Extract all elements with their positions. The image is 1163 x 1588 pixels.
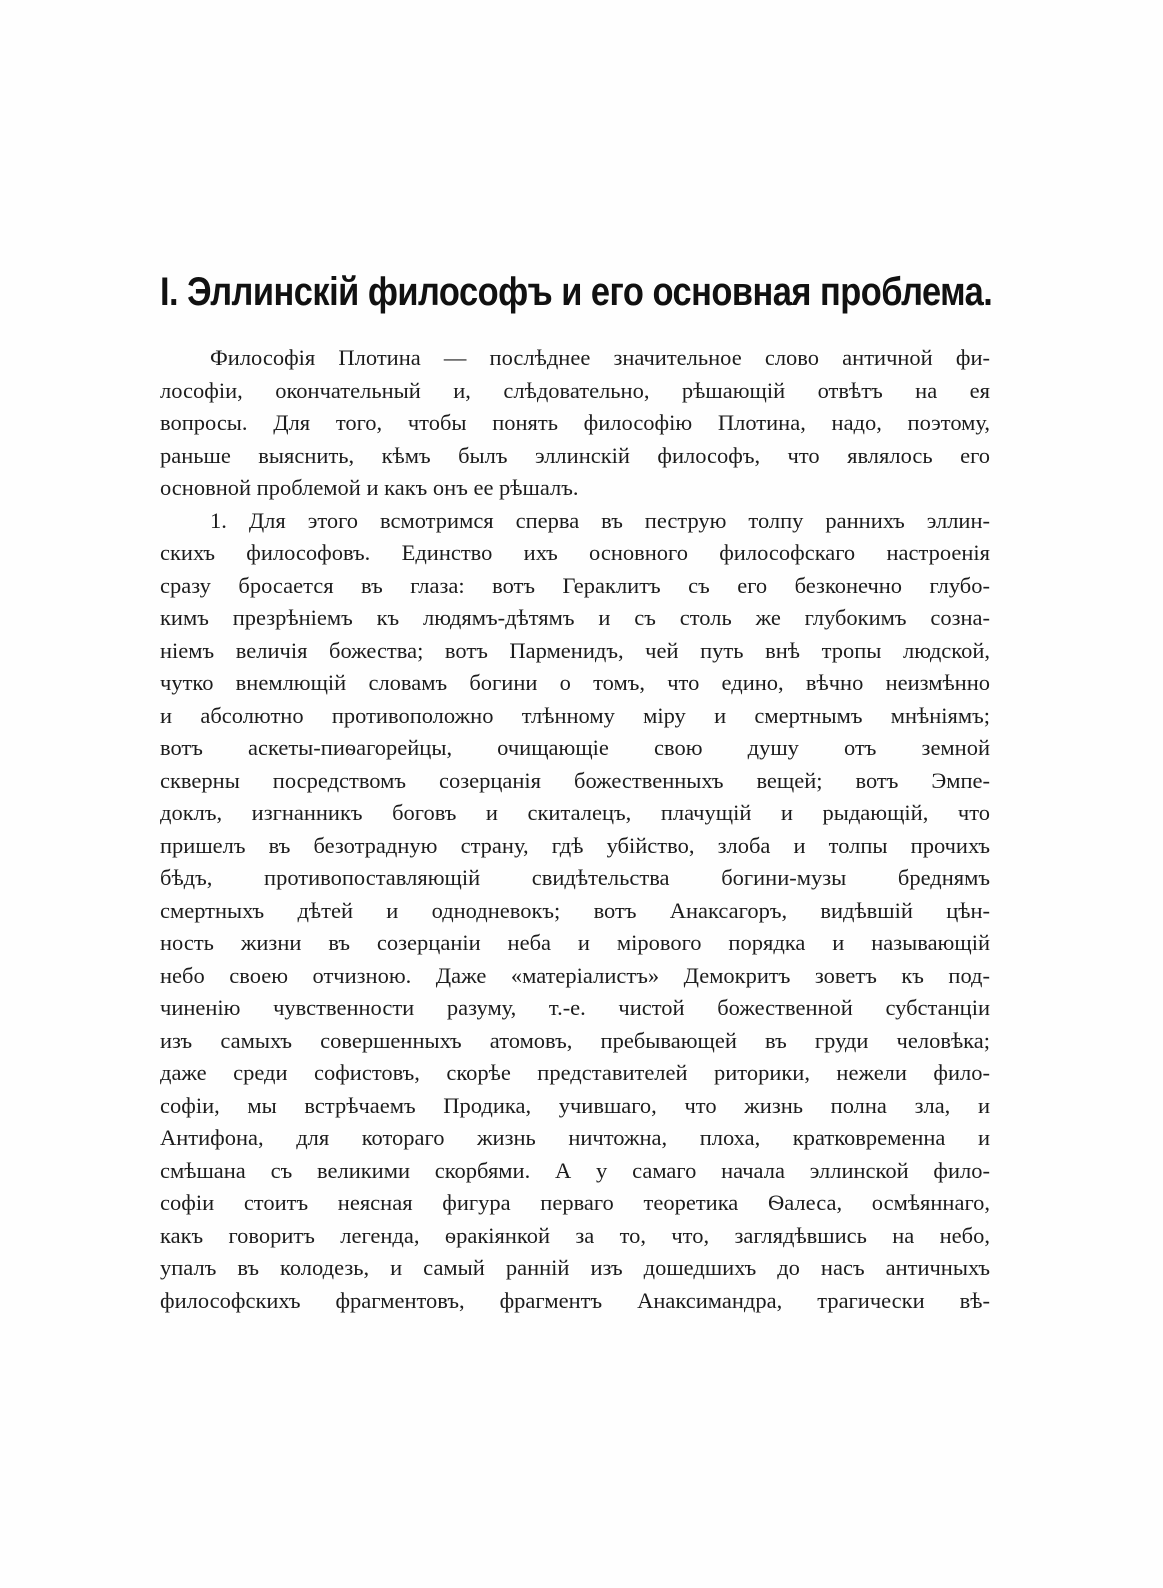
chapter-heading: I. Эллинскій философъ и его основная проблема.: [160, 270, 993, 314]
text-line: вопросы. Для того, чтобы понять философію Плотина, надо, поэтому,: [160, 410, 990, 435]
text-line: и абсолютно противоположно тлѣнному міру и смертнымъ мнѣніямъ;: [160, 702, 990, 728]
text-line: вотъ аскеты-пиѳагорейцы, очищающіе свою душу отъ земной: [160, 735, 990, 760]
text-line: смѣшана съ великими скорбями. А у самаго начала эллинской фило-: [160, 1157, 990, 1183]
paragraph-2: [160, 505, 990, 1318]
text-line: лософіи, окончательный и, слѣдовательно, рѣшающій отвѣтъ на ея: [160, 377, 990, 403]
text-line: кимъ презрѣніемъ къ людямъ-дѣтямъ и съ столь же глубокимъ созна-: [160, 605, 990, 630]
text-line: 1. Для этого всмотримся сперва въ пеструю толпу раннихъ эллин-: [210, 507, 990, 533]
text-line: раньше выяснить, кѣмъ былъ эллинскій философъ, что являлось его: [160, 442, 990, 468]
text-line: Антифона, для котораго жизнь ничтожна, плоха, кратковременна и: [160, 1125, 990, 1150]
text-line: сразу бросается въ глаза: вотъ Гераклитъ съ его безконечно глубо-: [160, 572, 990, 598]
text-line: чиненію чувственности разуму, т.-е. чистой божественной субстанціи: [160, 995, 990, 1020]
text-line: софіи, мы встрѣчаемъ Продика, учившаго, что жизнь полна зла, и: [160, 1092, 990, 1118]
text-line: пришелъ въ безотрадную страну, гдѣ убійство, злоба и толпы прочихъ: [160, 832, 990, 858]
text-line: ніемъ величія божества; вотъ Парменидъ, чей путь внѣ тропы людской,: [160, 637, 990, 663]
paragraph-1: [160, 342, 990, 505]
text-line: чутко внемлющій словамъ богини о томъ, что едино, вѣчно неизмѣнно: [160, 670, 990, 695]
text-line: скихъ философовъ. Единство ихъ основного философскаго настроенія: [160, 540, 990, 565]
text-line: даже среди софистовъ, скорѣе представителей риторики, нежели фило-: [160, 1060, 990, 1085]
text-line: доклъ, изгнанникъ боговъ и скиталецъ, плачущій и рыдающій, что: [160, 800, 990, 825]
text-line: софіи стоитъ неясная фигура перваго теоретика Ѳалеса, осмѣяннаго,: [160, 1190, 990, 1215]
text-line: ность жизни въ созерцаніи неба и мірового порядка и называющій: [160, 930, 990, 955]
text-line: бѣдъ, противопоставляющій свидѣтельства богини-музы бреднямъ: [160, 865, 990, 890]
text-line: упалъ въ колодезь, и самый ранній изъ дошедшихъ до насъ античныхъ: [160, 1255, 990, 1280]
text-line: небо своею отчизною. Даже «матеріалистъ» Демокритъ зоветъ къ под-: [160, 962, 990, 988]
chapter-body: [160, 342, 990, 1317]
text-line: смертныхъ дѣтей и однодневокъ; вотъ Анаксагоръ, видѣвшій цѣн-: [160, 897, 990, 923]
text-line: какъ говоритъ легенда, ѳракіянкой за то, что, заглядѣвшись на небо,: [160, 1222, 990, 1248]
text-line: философскихъ фрагментовъ, фрагментъ Анаксимандра, трагически вѣ-: [160, 1287, 990, 1313]
text-line: изъ самыхъ совершенныхъ атомовъ, пребывающей въ груди человѣка;: [160, 1027, 990, 1053]
text-line: Философія Плотина — послѣднее значительное слово античной фи-: [210, 345, 990, 370]
text-line: основной проблемой и какъ онъ ее рѣшалъ.: [160, 475, 579, 500]
text-line: скверны посредствомъ созерцанія божественныхъ вещей; вотъ Эмпе-: [160, 767, 990, 793]
